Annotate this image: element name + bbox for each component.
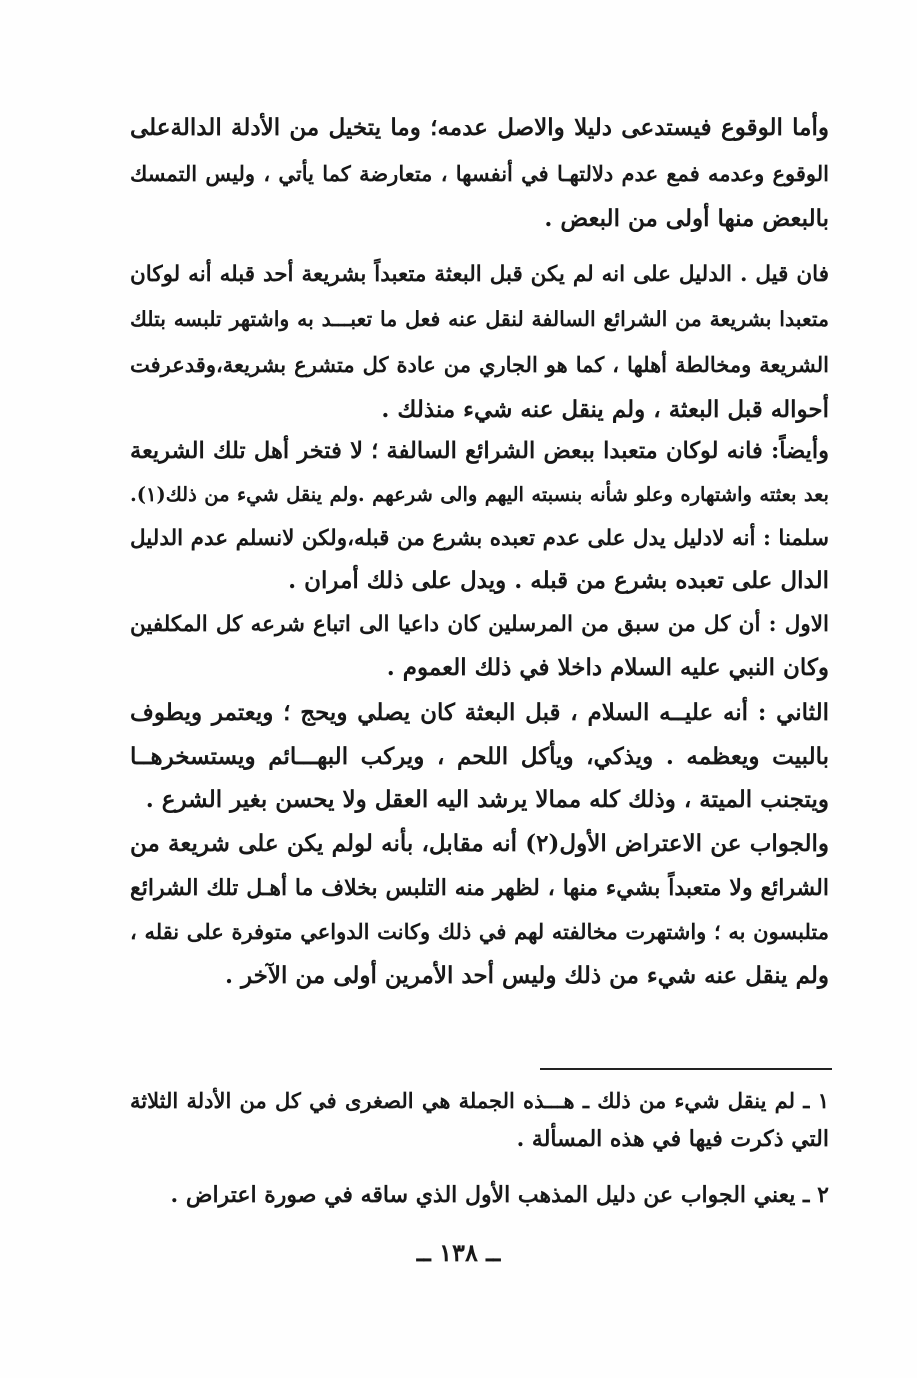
text-line: ولم ينقل عنه شيء من ذلك وليس أحد الأمرين أولى من الآخر .: [224, 962, 829, 989]
text-line: متعبدا بشريعة من الشرائع السالفة لنقل عنه فعل ما تعبـــد به واشتهر تلبسه بتلك: [130, 307, 830, 331]
footnote-1-continued: التي ذكرت فيها في هذه المسألة .: [516, 1126, 829, 1152]
text-line: الوقوع وعدمه فمع عدم دلالتهـا في أنفسها ، متعارضة كما يأتي ، وليس التمسك: [130, 161, 829, 186]
page-number: ــ ١٣٨ ــ: [416, 1238, 501, 1267]
footnote-1: ١ ـ لم ينقل شيء من ذلك ـ هـــذه الجملة هي الصغرى في كل من الأدلة الثلاثة: [130, 1088, 829, 1113]
text-line: أحواله قبل البعثة ، ولم ينقل عنه شيء منذلك .: [381, 396, 829, 423]
text-line: والجواب عن الاعتراض الأول(٢) أنه مقابل، بأنه لولم يكن على شريعة من: [130, 830, 830, 857]
text-line: الشريعة ومخالطة أهلها ، كما هو الجاري من عادة كل متشرع بشريعة،وقدعرفت: [130, 352, 829, 377]
text-line: الدال على تعبده بشرع من قبله . ويدل على ذلك أمران .: [288, 567, 829, 594]
text-line: الاول : أن كل من سبق من المرسلين كان داعيا الى اتباع شرعه كل المكلفين: [130, 612, 829, 637]
text-line: الثاني : أنه عليــه السلام ، قبل البعثة كان يصلي ويحج ؛ ويعتمر ويطوف: [130, 699, 829, 726]
text-line: وأما الوقوع فيستدعى دليلا والاصل عدمه؛ وما يتخيل من الأدلة الدالةعلى: [130, 114, 829, 141]
text-line: ويتجنب الميتة ، وذلك كله ممالا يرشد اليه العقل ولا يحسن بغير الشرع .: [145, 786, 829, 813]
text-line: متلبسون به ؛ واشتهرت مخالفته لهم في ذلك وكانت الدواعي متوفرة على نقله ،: [130, 919, 829, 944]
text-line: وأيضاً: فانه لوكان متعبدا ببعض الشرائع السالفة ؛ لا فتخر أهل تلك الشريعة: [130, 438, 829, 464]
text-line: بعد بعثته واشتهاره وعلو شأنه بنسبته اليهم والى شرعهم .ولم ينقل شيء من ذلك(١).: [130, 483, 829, 506]
text-line: وكان النبي عليه السلام داخلا في ذلك العموم .: [386, 654, 829, 681]
footnote-2: ٢ ـ يعني الجواب عن دليل المذهب الأول الذي ساقه في صورة اعتراض .: [170, 1182, 829, 1208]
text-line: بالبعض منها أولى من البعض .: [544, 205, 829, 232]
text-line: فان قيل . الدليل على انه لم يكن قبل البعثة متعبداً بشريعة أحد قبله أنه لوكان: [130, 262, 829, 287]
text-line: الشرائع ولا متعبداً بشيء منها ، لظهر منه التلبس بخلاف ما أهـل تلك الشرائع: [130, 875, 829, 901]
text-line: سلمنا : أنه لادليل يدل على عدم تعبده بشرع من قبله،ولكن لانسلم عدم الدليل: [130, 526, 829, 551]
footnote-separator: [540, 1068, 832, 1070]
text-line: بالبيت ويعظمه . ويذكي، ويأكل اللحم ، ويركب البهـــائم ويستسخرهــا: [130, 743, 829, 770]
